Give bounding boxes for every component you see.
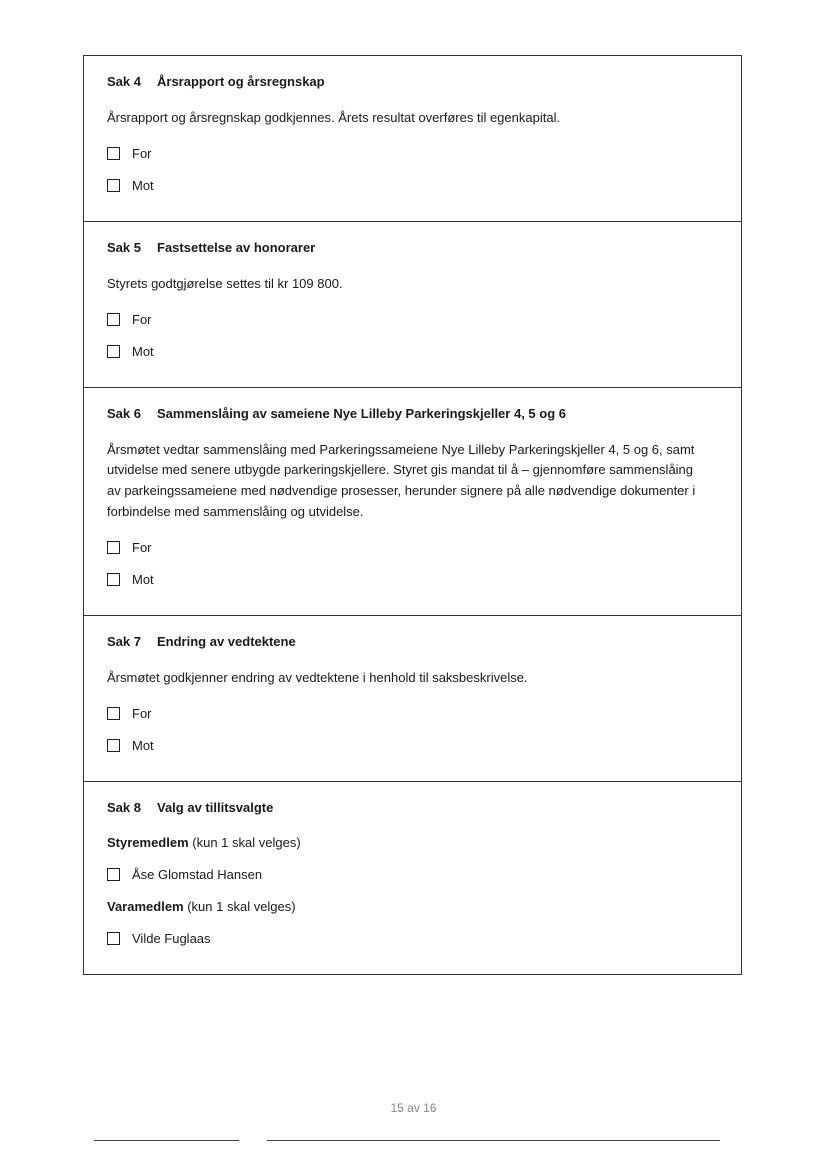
checkbox[interactable] (107, 868, 120, 881)
option-label: For (132, 706, 152, 722)
option-label: Mot (132, 178, 154, 194)
option-label: For (132, 540, 152, 556)
signature-line-name (267, 1140, 720, 1141)
option-label: Mot (132, 344, 154, 360)
option-label: For (132, 146, 152, 162)
section-title: Endring av vedtektene (157, 633, 296, 649)
section-number: Sak 4 (107, 74, 141, 89)
description-line: av parkeingssameiene med nødvendige prosesser, herunder signere på alle nødvendige dokumenter i (107, 483, 696, 499)
section-heading (107, 73, 719, 91)
vote-option-for[interactable] (107, 145, 719, 163)
section-heading (107, 405, 719, 423)
checkbox[interactable] (107, 573, 120, 586)
checkbox[interactable] (107, 541, 120, 554)
checkbox[interactable] (107, 707, 120, 720)
section-heading (107, 799, 719, 817)
section-description: Årsrapport og årsregnskap godkjennes. Årets resultat overføres til egenkapital. (107, 110, 561, 125)
role-note: (kun 1 skal velges) (188, 834, 301, 850)
role-note: (kun 1 skal velges) (183, 898, 296, 914)
section-description (107, 440, 719, 523)
section-title: Fastsettelse av honorarer (157, 239, 316, 255)
option-label: Mot (132, 738, 154, 754)
section-title: Sammenslåing av sameiene Nye Lilleby Parkeringskjeller 4, 5 og 6 (157, 405, 566, 421)
section-number: Sak 5 (107, 239, 141, 255)
section-sak-4 (84, 56, 741, 221)
candidate-name: Åse Glomstad Hansen (132, 867, 263, 883)
description-line: utvidelse med senere utbygde parkeringskjellere. Styret gis mandat til å – gjennomføre sammenslåing (107, 462, 694, 478)
section-sak-5 (84, 221, 741, 387)
vote-option-mot[interactable] (107, 177, 719, 195)
section-description: Styrets godtgjørelse settes til kr 109 800. (107, 275, 343, 291)
section-title: Valg av tillitsvalgte (157, 799, 274, 815)
section-sak-7 (84, 615, 741, 781)
section-number: Sak 6 (107, 405, 141, 421)
candidate-name: Vilde Fuglaas (132, 931, 211, 947)
section-number: Sak 8 (107, 799, 141, 815)
section-sak-6 (84, 387, 741, 615)
checkbox[interactable] (107, 932, 120, 945)
role-heading-styremedlem (107, 834, 719, 852)
vote-option-for[interactable] (107, 705, 719, 723)
candidate-option[interactable] (107, 930, 719, 948)
description-line: forbindelse med sammenslåing og utvidelse. (107, 503, 364, 519)
role-name: Styremedlem (107, 834, 189, 850)
checkbox[interactable] (107, 739, 120, 752)
section-heading (107, 633, 719, 651)
role-name: Varamedlem (107, 898, 184, 914)
checkbox[interactable] (107, 147, 120, 160)
checkbox[interactable] (107, 313, 120, 326)
vote-option-mot[interactable] (107, 571, 719, 589)
role-heading-varamedlem (107, 898, 719, 916)
page-number: 15 av 16 (390, 1101, 437, 1115)
vote-option-for[interactable] (107, 311, 719, 329)
option-label: For (132, 312, 152, 328)
ballot-form (83, 55, 742, 975)
section-description: Årsmøtet godkjenner endring av vedtektene i henhold til saksbeskrivelse. (107, 669, 528, 685)
vote-option-mot[interactable] (107, 343, 719, 361)
section-title: Årsrapport og årsregnskap (157, 74, 325, 89)
option-label: Mot (132, 572, 154, 588)
checkbox[interactable] (107, 179, 120, 192)
section-heading (107, 239, 719, 257)
vote-option-mot[interactable] (107, 737, 719, 755)
checkbox[interactable] (107, 345, 120, 358)
section-number: Sak 7 (107, 633, 141, 649)
section-sak-8 (84, 781, 741, 974)
candidate-option[interactable] (107, 866, 719, 884)
signature-line-date (94, 1140, 239, 1141)
description-line: Årsmøtet vedtar sammenslåing med Parkeringssameiene Nye Lilleby Parkeringskjeller 4, 5 og 6, samt (107, 441, 695, 457)
vote-option-for[interactable] (107, 539, 719, 557)
